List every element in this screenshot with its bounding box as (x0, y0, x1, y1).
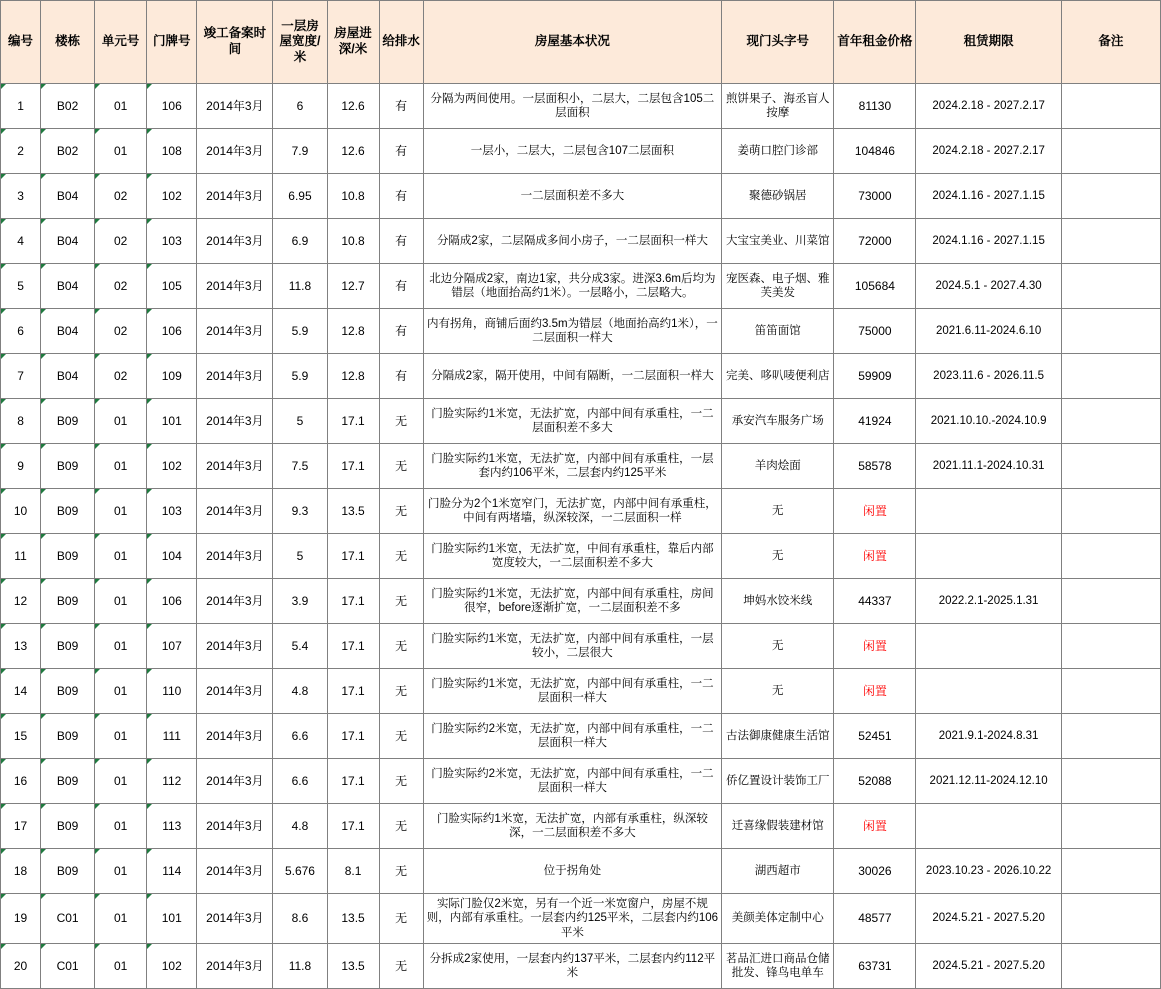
cell-depth: 10.8 (327, 219, 379, 264)
table-row[interactable] (1, 309, 1161, 354)
cell-term: 2021.11.1-2024.10.31 (916, 444, 1061, 489)
cell-building: B09 (41, 444, 95, 489)
cell-shop: 美颜美体定制中心 (722, 894, 834, 944)
cell-water: 无 (379, 579, 423, 624)
cell-width: 9.3 (273, 489, 327, 534)
cell-condition: 门脸实际约2米宽，无法扩宽，内部中间有承重柱，一二层面积一样大 (423, 714, 722, 759)
cell-width: 5.4 (273, 624, 327, 669)
cell-unit: 02 (95, 174, 147, 219)
cell-depth: 13.5 (327, 894, 379, 944)
cell-remark (1061, 849, 1160, 894)
cell-depth: 17.1 (327, 624, 379, 669)
cell-door: 102 (147, 174, 197, 219)
cell-price: 闲置 (834, 489, 916, 534)
cell-width: 8.6 (273, 894, 327, 944)
cell-price: 闲置 (834, 804, 916, 849)
cell-width: 5 (273, 399, 327, 444)
cell-price: 58578 (834, 444, 916, 489)
header-door: 门牌号 (147, 1, 197, 84)
header-price: 首年租金价格 (834, 1, 916, 84)
table-body (1, 84, 1161, 989)
cell-term: 2024.1.16 - 2027.1.15 (916, 174, 1061, 219)
cell-building: B04 (41, 264, 95, 309)
cell-no: 1 (1, 84, 41, 129)
table-row[interactable] (1, 894, 1161, 944)
header-no: 编号 (1, 1, 41, 84)
cell-remark (1061, 894, 1160, 944)
cell-no: 2 (1, 129, 41, 174)
cell-water: 无 (379, 944, 423, 989)
header-unit: 单元号 (95, 1, 147, 84)
cell-depth: 17.1 (327, 669, 379, 714)
cell-remark (1061, 944, 1160, 989)
cell-remark (1061, 129, 1160, 174)
cell-completion: 2014年3月 (197, 894, 273, 944)
table-row[interactable] (1, 174, 1161, 219)
cell-water: 有 (379, 219, 423, 264)
cell-water: 无 (379, 399, 423, 444)
cell-price: 81130 (834, 84, 916, 129)
cell-completion: 2014年3月 (197, 399, 273, 444)
cell-water: 无 (379, 894, 423, 944)
cell-width: 5.9 (273, 309, 327, 354)
cell-depth: 12.8 (327, 354, 379, 399)
cell-condition: 分隔成2家，隔开使用，中间有隔断，一二层面积一样大 (423, 354, 722, 399)
header-row (1, 1, 1161, 84)
cell-price: 闲置 (834, 534, 916, 579)
table-row[interactable] (1, 534, 1161, 579)
cell-door: 106 (147, 579, 197, 624)
cell-door: 107 (147, 624, 197, 669)
header-completion: 竣工备案时间 (197, 1, 273, 84)
table-row[interactable] (1, 129, 1161, 174)
cell-width: 11.8 (273, 264, 327, 309)
cell-unit: 01 (95, 579, 147, 624)
cell-no: 20 (1, 944, 41, 989)
cell-completion: 2014年3月 (197, 669, 273, 714)
cell-width: 6.95 (273, 174, 327, 219)
cell-remark (1061, 399, 1160, 444)
header-width: 一层房屋宽度/米 (273, 1, 327, 84)
table-row[interactable] (1, 944, 1161, 989)
cell-no: 8 (1, 399, 41, 444)
table-row[interactable] (1, 804, 1161, 849)
table-row[interactable] (1, 624, 1161, 669)
cell-condition: 位于拐角处 (423, 849, 722, 894)
cell-unit: 01 (95, 714, 147, 759)
cell-condition: 门脸实际约2米宽，无法扩宽，内部中间有承重柱，一二层面积一样大 (423, 759, 722, 804)
cell-completion: 2014年3月 (197, 309, 273, 354)
cell-depth: 8.1 (327, 849, 379, 894)
cell-width: 5 (273, 534, 327, 579)
cell-width: 7.5 (273, 444, 327, 489)
cell-unit: 01 (95, 534, 147, 579)
cell-remark (1061, 714, 1160, 759)
cell-building: B09 (41, 804, 95, 849)
cell-price: 52451 (834, 714, 916, 759)
cell-condition: 门脸实际约1米宽，无法扩宽，中间有承重柱，靠后内部宽度较大，一二层面积差不多大 (423, 534, 722, 579)
cell-depth: 12.6 (327, 84, 379, 129)
cell-term: 2023.11.6 - 2026.11.5 (916, 354, 1061, 399)
cell-building: B09 (41, 489, 95, 534)
cell-door: 113 (147, 804, 197, 849)
cell-term: 2023.10.23 - 2026.10.22 (916, 849, 1061, 894)
cell-shop: 笛笛面馆 (722, 309, 834, 354)
cell-price: 闲置 (834, 669, 916, 714)
cell-completion: 2014年3月 (197, 849, 273, 894)
cell-unit: 02 (95, 354, 147, 399)
cell-unit: 01 (95, 84, 147, 129)
cell-no: 17 (1, 804, 41, 849)
cell-shop: 湖西超市 (722, 849, 834, 894)
cell-remark (1061, 804, 1160, 849)
cell-price: 闲置 (834, 624, 916, 669)
cell-term (916, 669, 1061, 714)
cell-condition: 一层小，二层大，二层包含107二层面积 (423, 129, 722, 174)
cell-completion: 2014年3月 (197, 534, 273, 579)
cell-depth: 13.5 (327, 944, 379, 989)
cell-remark (1061, 264, 1160, 309)
cell-term (916, 489, 1061, 534)
cell-price: 48577 (834, 894, 916, 944)
cell-building: B09 (41, 624, 95, 669)
cell-building: B09 (41, 399, 95, 444)
cell-completion: 2014年3月 (197, 759, 273, 804)
cell-condition: 一二层面积差不多大 (423, 174, 722, 219)
cell-completion: 2014年3月 (197, 804, 273, 849)
cell-width: 6.6 (273, 759, 327, 804)
cell-shop: 宠医森、电子烟、雅芙美发 (722, 264, 834, 309)
header-remark: 备注 (1061, 1, 1160, 84)
cell-price: 44337 (834, 579, 916, 624)
cell-door: 112 (147, 759, 197, 804)
cell-term: 2024.5.1 - 2027.4.30 (916, 264, 1061, 309)
cell-building: C01 (41, 894, 95, 944)
cell-width: 4.8 (273, 669, 327, 714)
table-row[interactable] (1, 219, 1161, 264)
cell-door: 104 (147, 534, 197, 579)
cell-width: 6.9 (273, 219, 327, 264)
cell-term: 2022.2.1-2025.1.31 (916, 579, 1061, 624)
cell-term: 2024.5.21 - 2027.5.20 (916, 944, 1061, 989)
cell-no: 3 (1, 174, 41, 219)
cell-term (916, 624, 1061, 669)
cell-remark (1061, 444, 1160, 489)
cell-condition: 分隔成2家，二层隔成多间小房子，一二层面积一样大 (423, 219, 722, 264)
cell-unit: 01 (95, 894, 147, 944)
cell-condition: 门脸实际约1米宽，无法扩宽，内部中间有承重柱，一二层面积差不多大 (423, 399, 722, 444)
cell-term: 2021.6.11-2024.6.10 (916, 309, 1061, 354)
cell-water: 无 (379, 489, 423, 534)
cell-building: B04 (41, 309, 95, 354)
cell-no: 14 (1, 669, 41, 714)
cell-building: B09 (41, 759, 95, 804)
cell-completion: 2014年3月 (197, 579, 273, 624)
cell-width: 11.8 (273, 944, 327, 989)
table-row[interactable] (1, 714, 1161, 759)
cell-building: B09 (41, 714, 95, 759)
table-header (1, 1, 1161, 84)
cell-no: 11 (1, 534, 41, 579)
header-depth: 房屋进深/米 (327, 1, 379, 84)
cell-water: 无 (379, 534, 423, 579)
cell-building: B02 (41, 84, 95, 129)
cell-door: 105 (147, 264, 197, 309)
cell-no: 7 (1, 354, 41, 399)
cell-depth: 17.1 (327, 579, 379, 624)
header-building: 楼栋 (41, 1, 95, 84)
cell-remark (1061, 84, 1160, 129)
cell-term: 2024.2.18 - 2027.2.17 (916, 129, 1061, 174)
cell-condition: 门脸实际约1米宽，无法扩宽，内部中间有承重柱，房间很窄，before逐渐扩宽，一二层面积差不多 (423, 579, 722, 624)
cell-width: 6.6 (273, 714, 327, 759)
cell-depth: 12.7 (327, 264, 379, 309)
cell-door: 108 (147, 129, 197, 174)
cell-unit: 01 (95, 489, 147, 534)
cell-unit: 01 (95, 759, 147, 804)
cell-door: 102 (147, 444, 197, 489)
cell-width: 5.676 (273, 849, 327, 894)
cell-remark (1061, 534, 1160, 579)
cell-water: 无 (379, 624, 423, 669)
cell-completion: 2014年3月 (197, 624, 273, 669)
cell-water: 无 (379, 849, 423, 894)
cell-unit: 01 (95, 129, 147, 174)
cell-building: C01 (41, 944, 95, 989)
cell-no: 5 (1, 264, 41, 309)
cell-unit: 01 (95, 624, 147, 669)
cell-water: 有 (379, 174, 423, 219)
cell-water: 无 (379, 669, 423, 714)
table-row[interactable] (1, 354, 1161, 399)
table-row[interactable] (1, 579, 1161, 624)
cell-term (916, 534, 1061, 579)
cell-term: 2024.5.21 - 2027.5.20 (916, 894, 1061, 944)
cell-shop: 无 (722, 669, 834, 714)
cell-completion: 2014年3月 (197, 219, 273, 264)
cell-term: 2024.1.16 - 2027.1.15 (916, 219, 1061, 264)
cell-price: 41924 (834, 399, 916, 444)
cell-unit: 01 (95, 944, 147, 989)
cell-price: 72000 (834, 219, 916, 264)
cell-shop: 聚德砂锅居 (722, 174, 834, 219)
cell-unit: 02 (95, 309, 147, 354)
cell-remark (1061, 174, 1160, 219)
cell-no: 12 (1, 579, 41, 624)
cell-unit: 02 (95, 264, 147, 309)
cell-no: 18 (1, 849, 41, 894)
cell-no: 9 (1, 444, 41, 489)
cell-shop: 完美、哆叭唛便利店 (722, 354, 834, 399)
table-row[interactable] (1, 849, 1161, 894)
cell-term: 2024.2.18 - 2027.2.17 (916, 84, 1061, 129)
cell-condition: 分拆成2家使用，一层套内约137平米，二层套内约112平米 (423, 944, 722, 989)
cell-condition: 分隔为两间使用。一层面积小，二层大，二层包含105二层面积 (423, 84, 722, 129)
cell-condition: 门脸实际约1米宽，无法扩宽，内部中间有承重柱，一二层面积一样大 (423, 669, 722, 714)
cell-door: 106 (147, 84, 197, 129)
cell-depth: 17.1 (327, 759, 379, 804)
cell-completion: 2014年3月 (197, 444, 273, 489)
cell-width: 3.9 (273, 579, 327, 624)
cell-unit: 01 (95, 399, 147, 444)
cell-no: 6 (1, 309, 41, 354)
cell-remark (1061, 579, 1160, 624)
cell-remark (1061, 669, 1160, 714)
cell-door: 103 (147, 219, 197, 264)
cell-completion: 2014年3月 (197, 174, 273, 219)
cell-shop: 茗品汇进口商品仓储批发、锋鸟电单车 (722, 944, 834, 989)
cell-completion: 2014年3月 (197, 84, 273, 129)
cell-shop: 无 (722, 624, 834, 669)
table-row[interactable] (1, 84, 1161, 129)
cell-building: B09 (41, 849, 95, 894)
cell-unit: 01 (95, 669, 147, 714)
cell-shop: 大宝宝美业、川菜馆 (722, 219, 834, 264)
cell-width: 5.9 (273, 354, 327, 399)
cell-remark (1061, 759, 1160, 804)
cell-water: 无 (379, 759, 423, 804)
cell-water: 无 (379, 804, 423, 849)
cell-door: 106 (147, 309, 197, 354)
cell-depth: 17.1 (327, 714, 379, 759)
cell-completion: 2014年3月 (197, 714, 273, 759)
cell-water: 有 (379, 309, 423, 354)
cell-price: 73000 (834, 174, 916, 219)
cell-depth: 17.1 (327, 534, 379, 579)
cell-width: 7.9 (273, 129, 327, 174)
cell-price: 52088 (834, 759, 916, 804)
cell-building: B09 (41, 669, 95, 714)
cell-water: 有 (379, 129, 423, 174)
cell-no: 19 (1, 894, 41, 944)
cell-door: 103 (147, 489, 197, 534)
header-water: 给排水 (379, 1, 423, 84)
cell-building: B09 (41, 534, 95, 579)
cell-condition: 北边分隔成2家，南边1家，共分成3家。进深3.6m后均为错层（地面抬高约1米）。一层略小，二层略大。 (423, 264, 722, 309)
cell-term: 2021.10.10.-2024.10.9 (916, 399, 1061, 444)
cell-width: 4.8 (273, 804, 327, 849)
cell-term (916, 804, 1061, 849)
cell-remark (1061, 489, 1160, 534)
cell-completion: 2014年3月 (197, 944, 273, 989)
cell-completion: 2014年3月 (197, 129, 273, 174)
cell-shop: 煎饼果子、海丞盲人按摩 (722, 84, 834, 129)
cell-term: 2021.12.11-2024.12.10 (916, 759, 1061, 804)
cell-building: B04 (41, 174, 95, 219)
cell-no: 10 (1, 489, 41, 534)
cell-depth: 12.8 (327, 309, 379, 354)
cell-shop: 坤妈水饺米线 (722, 579, 834, 624)
cell-price: 105684 (834, 264, 916, 309)
cell-door: 110 (147, 669, 197, 714)
cell-no: 4 (1, 219, 41, 264)
table-row[interactable] (1, 444, 1161, 489)
cell-condition: 门脸分为2个1米宽窄门，无法扩宽，内部中间有承重柱，中间有两堵墙，纵深较深，一二层面积一样 (423, 489, 722, 534)
cell-depth: 10.8 (327, 174, 379, 219)
cell-water: 有 (379, 84, 423, 129)
cell-price: 75000 (834, 309, 916, 354)
cell-no: 15 (1, 714, 41, 759)
cell-condition: 门脸实际约1米宽，无法扩宽，内部中间有承重柱，一层套内约106平米，二层套内约125平米 (423, 444, 722, 489)
cell-building: B04 (41, 354, 95, 399)
table-row[interactable] (1, 399, 1161, 444)
header-term: 租赁期限 (916, 1, 1061, 84)
cell-shop: 无 (722, 534, 834, 579)
cell-completion: 2014年3月 (197, 354, 273, 399)
cell-condition: 内有拐角，商铺后面约3.5m为错层（地面抬高约1米），一二层面积一样大 (423, 309, 722, 354)
cell-shop: 侨亿置设计装饰工厂 (722, 759, 834, 804)
cell-price: 63731 (834, 944, 916, 989)
cell-remark (1061, 309, 1160, 354)
table-row[interactable] (1, 669, 1161, 714)
cell-remark (1061, 219, 1160, 264)
cell-no: 13 (1, 624, 41, 669)
header-shop: 现门头字号 (722, 1, 834, 84)
cell-remark (1061, 624, 1160, 669)
table-row[interactable] (1, 489, 1161, 534)
header-condition: 房屋基本状况 (423, 1, 722, 84)
cell-door: 101 (147, 399, 197, 444)
cell-width: 6 (273, 84, 327, 129)
cell-completion: 2014年3月 (197, 489, 273, 534)
cell-door: 109 (147, 354, 197, 399)
cell-depth: 17.1 (327, 804, 379, 849)
cell-unit: 01 (95, 804, 147, 849)
cell-depth: 13.5 (327, 489, 379, 534)
table-row[interactable] (1, 264, 1161, 309)
cell-door: 114 (147, 849, 197, 894)
cell-shop: 羊肉烩面 (722, 444, 834, 489)
cell-building: B09 (41, 579, 95, 624)
cell-door: 101 (147, 894, 197, 944)
cell-shop: 姜萌口腔门诊部 (722, 129, 834, 174)
cell-price: 104846 (834, 129, 916, 174)
cell-water: 有 (379, 354, 423, 399)
cell-unit: 01 (95, 444, 147, 489)
cell-water: 无 (379, 444, 423, 489)
cell-shop: 古法御康健康生活馆 (722, 714, 834, 759)
cell-shop: 无 (722, 489, 834, 534)
cell-price: 30026 (834, 849, 916, 894)
cell-door: 102 (147, 944, 197, 989)
cell-condition: 门脸实际约1米宽，无法扩宽，内部中间有承重柱，一层较小，二层很大 (423, 624, 722, 669)
cell-water: 无 (379, 714, 423, 759)
cell-unit: 01 (95, 849, 147, 894)
cell-condition: 门脸实际约1米宽，无法扩宽，内部有承重柱，纵深较深，一二层面积差不多大 (423, 804, 722, 849)
cell-shop: 迁喜缘假装建材馆 (722, 804, 834, 849)
cell-shop: 承安汽车服务广场 (722, 399, 834, 444)
cell-remark (1061, 354, 1160, 399)
cell-building: B04 (41, 219, 95, 264)
cell-unit: 02 (95, 219, 147, 264)
cell-depth: 17.1 (327, 444, 379, 489)
cell-door: 111 (147, 714, 197, 759)
cell-completion: 2014年3月 (197, 264, 273, 309)
cell-depth: 12.6 (327, 129, 379, 174)
cell-price: 59909 (834, 354, 916, 399)
cell-condition: 实际门脸仅2米宽，另有一个近一米宽窗户，房屋不规则，内部有承重柱。一层套内约125平米，二层套内约106平米 (423, 894, 722, 944)
cell-water: 有 (379, 264, 423, 309)
cell-depth: 17.1 (327, 399, 379, 444)
table-row[interactable] (1, 759, 1161, 804)
cell-no: 16 (1, 759, 41, 804)
cell-term: 2021.9.1-2024.8.31 (916, 714, 1061, 759)
cell-building: B02 (41, 129, 95, 174)
